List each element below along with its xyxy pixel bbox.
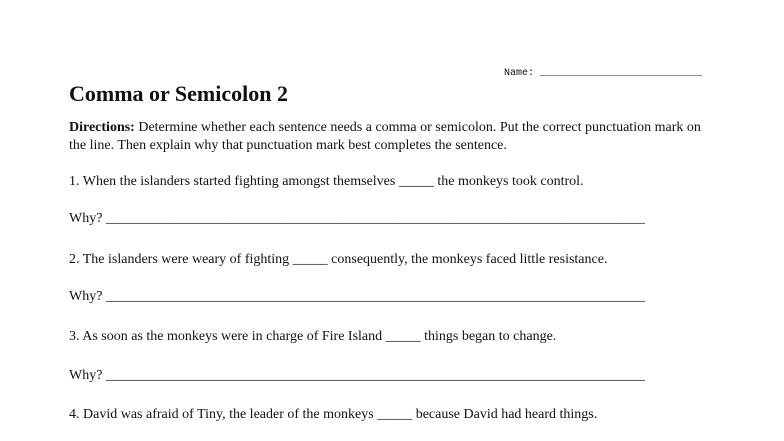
- page-title: Comma or Semicolon 2: [69, 81, 288, 106]
- question-4: 4. David was afraid of Tiny, the leader of the monkeys _____ because David had heard things.: [69, 407, 598, 422]
- directions-label: Directions:: [69, 120, 135, 135]
- directions-paragraph: [69, 119, 719, 155]
- question-3: 3. As soon as the monkeys were in charge of Fire Island _____ things began to change.: [69, 329, 557, 344]
- question-2: 2. The islanders were weary of fighting _____ consequently, the monkeys faced little resistance.: [69, 252, 608, 267]
- name-field-label: Name: ___________________________: [504, 68, 703, 79]
- question-1: 1. When the islanders started fighting amongst themselves _____ the monkeys took control.: [69, 174, 584, 189]
- why-line-1: Why? _____________________________________________________________________________: [69, 211, 645, 226]
- directions-text: Determine whether each sentence needs a comma or semicolon. Put the correct punctuation mark on the line. Then explain why that punctuation mark best completes the sentence.: [69, 120, 701, 153]
- why-line-2: Why? _____________________________________________________________________________: [69, 289, 645, 304]
- why-line-3: Why? _____________________________________________________________________________: [69, 368, 645, 383]
